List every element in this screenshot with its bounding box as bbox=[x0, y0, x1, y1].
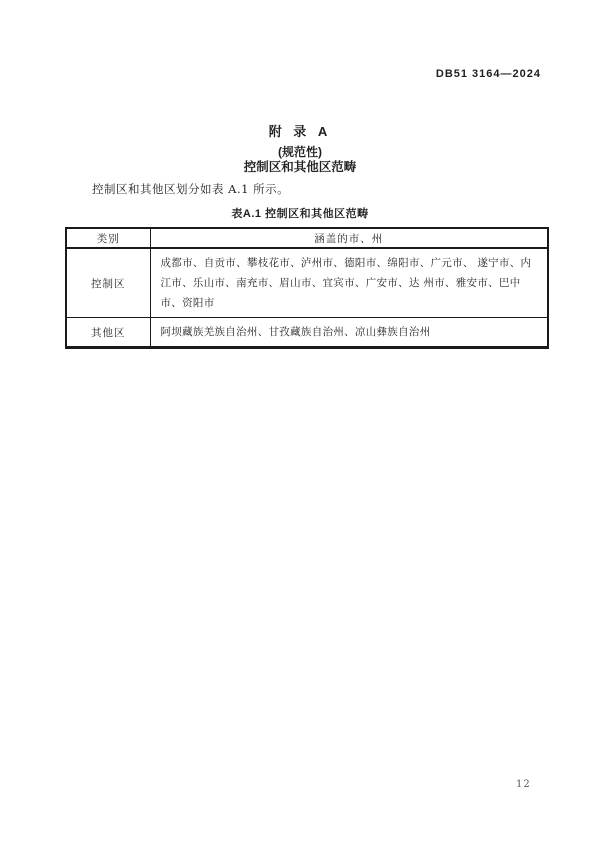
standard-number: DB51 3164—2024 bbox=[435, 68, 541, 80]
category-cell: 控制区 bbox=[66, 248, 150, 318]
category-cell: 其他区 bbox=[66, 318, 150, 348]
coverage-cell: 成都市、自贡市、攀枝花市、泸州市、德阳市、绵阳市、广元市、 遂宁市、内江市、乐山市、南充市、眉山市、宜宾市、广安市、达 州市、雅安市、巴中市、资阳市 bbox=[150, 248, 548, 318]
appendix-normative-note: (规范性) bbox=[278, 145, 322, 159]
table-row bbox=[66, 318, 548, 348]
page-number: 12 bbox=[516, 779, 531, 790]
intro-paragraph: 控制区和其他区划分如表 A.1 所示。 bbox=[92, 182, 290, 196]
table-header-row bbox=[66, 228, 548, 248]
coverage-cell: 阿坝藏族羌族自治州、甘孜藏族自治州、凉山彝族自治州 bbox=[150, 318, 548, 348]
col-header-coverage: 涵盖的市、州 bbox=[150, 228, 548, 248]
col-header-category: 类别 bbox=[66, 228, 150, 248]
regions-table bbox=[65, 227, 549, 349]
appendix-label: 附 录 A bbox=[268, 124, 332, 139]
appendix-title: 控制区和其他区范畴 bbox=[243, 160, 357, 174]
table-row bbox=[66, 248, 548, 318]
table-caption: 表A.1 控制区和其他区范畴 bbox=[231, 208, 369, 220]
appendix-heading-block bbox=[0, 124, 600, 175]
